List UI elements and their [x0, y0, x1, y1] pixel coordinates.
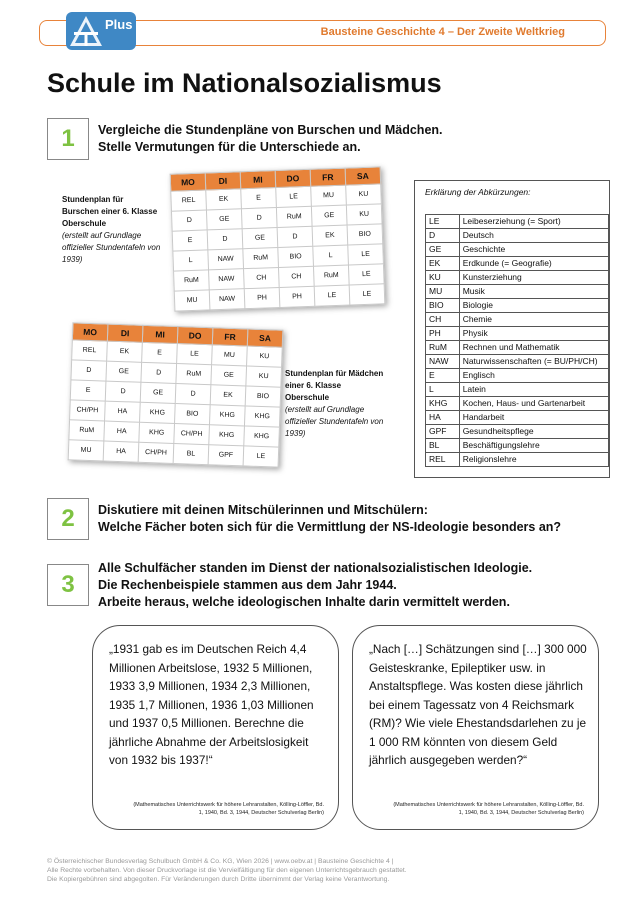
lesson-cell: E [241, 188, 277, 209]
lesson-cell: RuM [176, 364, 212, 385]
girls-label-title: Stundenplan für Mädchen einer 6. Klasse Oberschule [285, 369, 384, 402]
legend-abbr: CH [426, 313, 460, 327]
lesson-cell: CH [244, 267, 280, 288]
legend-row [426, 229, 609, 243]
lesson-cell: GE [211, 365, 247, 386]
lesson-cell: EK [206, 189, 242, 210]
legend-meaning: Geschichte [459, 243, 608, 257]
day-header: DI [107, 324, 143, 342]
problem-1-source-line-2: 1, 1940, Bd. 3, 1944, Deutscher Schulverlag Berlin) [198, 810, 324, 816]
lesson-cell: RuM [243, 247, 279, 268]
day-header: SA [345, 167, 381, 185]
girls-timetable-label [285, 368, 385, 440]
lesson-cell: RuM [69, 420, 105, 441]
lesson-cell: GPF [208, 445, 244, 466]
girls-label-note: (erstellt auf Grundlage offizieller Stundentafeln von 1939) [285, 405, 384, 438]
lesson-cell: NAW [208, 249, 244, 270]
lesson-cell: KU [246, 366, 282, 387]
lesson-cell: BL [173, 443, 209, 464]
legend-abbr: D [426, 229, 460, 243]
task-3-line-1: Alle Schulfächer standen im Dienst der nationalsozialistischen Ideologie. [98, 561, 533, 575]
legend-row [426, 271, 609, 285]
day-header: FR [212, 328, 248, 346]
legend-abbr: KU [426, 271, 460, 285]
legend-abbr: E [426, 369, 460, 383]
lesson-cell: KHG [209, 425, 245, 446]
lesson-cell: RuM [313, 265, 349, 286]
legend-row [426, 257, 609, 271]
lesson-cell: CH/PH [70, 400, 106, 421]
day-header: MO [72, 323, 108, 341]
legend-abbr: BL [426, 439, 460, 453]
day-header: MI [142, 325, 178, 343]
problem-box-2 [352, 625, 599, 830]
lesson-cell: GE [140, 382, 176, 403]
lesson-cell: HA [105, 401, 141, 422]
legend-row [426, 285, 609, 299]
lesson-cell: CH/PH [138, 442, 174, 463]
footer-copyright [47, 857, 407, 884]
lesson-cell: GE [242, 228, 278, 249]
day-header: SA [247, 329, 283, 347]
boys-label-note: (erstellt auf Grundlage offizieller Stundentafeln von 1939) [62, 231, 161, 264]
task-1-line-1: Vergleiche die Stundenpläne von Burschen und Mädchen. [98, 123, 443, 137]
lesson-cell: BIO [347, 224, 383, 245]
plus-logo [66, 12, 136, 50]
problem-1-source-line-1: (Mathematisches Unterrichtswerk für höhere Lehranstalten, Kölling-Löffler, Bd. [133, 802, 324, 808]
lesson-cell: GE [106, 361, 142, 382]
legend-abbr: RuM [426, 341, 460, 355]
legend-meaning: Kochen, Haus- und Gartenarbeit [459, 397, 608, 411]
legend-abbr: GPF [426, 425, 460, 439]
legend-meaning: Rechnen und Mathematik [459, 341, 608, 355]
legend-meaning: Latein [459, 383, 608, 397]
legend-abbr: GE [426, 243, 460, 257]
lesson-cell: KHG [244, 426, 280, 447]
legend-row [426, 341, 609, 355]
lesson-cell: REL [171, 190, 207, 211]
legend-row [426, 383, 609, 397]
lesson-cell: D [71, 360, 107, 381]
lesson-cell: D [175, 384, 211, 405]
lesson-cell: PH [244, 287, 280, 308]
lesson-cell: NAW [209, 269, 245, 290]
page-title: Schule im Nationalsozialismus [47, 68, 442, 98]
boys-label-title: Stundenplan für Burschen einer 6. Klasse Oberschule [62, 195, 158, 228]
legend-meaning: Musik [459, 285, 608, 299]
problem-1-text: „1931 gab es im Deutschen Reich 4,4 Millionen Arbeitslose, 1932 5 Millionen, 1933 3,9 Millionen, 1934 2,3 Millionen, 1935 1,7 Millionen, 1936 1,03 Millionen und 1937 0,5 Millionen. Berechne die jährliche Abnahme der Arbeitslosigkeit von 1932 bis 1937!“ [109, 642, 314, 767]
task-number-2: 2 [47, 498, 89, 540]
legend-abbr: LE [426, 215, 460, 229]
day-header: DI [205, 172, 241, 190]
legend-title: Erklärung der Abkürzungen: [425, 187, 531, 197]
problem-2-text: „Nach […] Schätzungen sind […] 300 000 Geisteskranke, Epileptiker usw. in Anstaltspflege. Was kosten diese jährlich bei einem Tagessatz von 4 Reichsmark (RM)? Wie viele Ehestandsdarlehen zu je 1 000 RM könnten von diesem Geld jährlich ausgegeben werden?“ [369, 642, 587, 767]
lesson-cell: D [277, 226, 313, 247]
legend-table [425, 214, 609, 467]
lesson-cell: D [241, 208, 277, 229]
lesson-cell: BIO [278, 246, 314, 267]
legend-row [426, 439, 609, 453]
lesson-cell: D [207, 229, 243, 250]
legend-meaning: Naturwissenschaften (= BU/PH/CH) [459, 355, 608, 369]
abbreviation-legend [414, 180, 610, 478]
legend-meaning: Chemie [459, 313, 608, 327]
legend-abbr: BIO [426, 299, 460, 313]
legend-abbr: PH [426, 327, 460, 341]
footer-line-1: © Österreichischer Bundesverlag Schulbuch GmbH & Co. KG, Wien 2026 | www.oebv.at | Bausteine Geschichte 4 | [47, 858, 394, 865]
lesson-cell: HA [104, 421, 140, 442]
legend-meaning: Gesundheitspflege [459, 425, 608, 439]
lesson-cell: EK [210, 385, 246, 406]
lesson-cell: EK [107, 341, 143, 362]
lesson-cell: L [173, 250, 209, 271]
problem-2-source-line-2: 1, 1940, Bd. 3, 1944, Deutscher Schulverlag Berlin) [458, 810, 584, 816]
lesson-cell: BIO [245, 386, 281, 407]
day-header: FR [310, 168, 346, 186]
legend-meaning: Beschäftigungslehre [459, 439, 608, 453]
triangle-logo-icon [68, 14, 104, 48]
legend-abbr: HA [426, 411, 460, 425]
lesson-cell: GE [311, 205, 347, 226]
task-2-line-2: Welche Fächer boten sich für die Vermittlung der NS-Ideologie besonders an? [98, 520, 562, 534]
day-header: MI [240, 171, 276, 189]
lesson-cell: KU [346, 204, 382, 225]
legend-row [426, 397, 609, 411]
task-1-text [98, 122, 443, 156]
lesson-cell: CH [278, 266, 314, 287]
problem-box-1 [92, 625, 339, 830]
legend-row [426, 243, 609, 257]
header-title: Bausteine Geschichte 4 – Der Zweite Weltkrieg [320, 26, 565, 38]
legend-meaning: Religionslehre [459, 453, 608, 467]
lesson-cell: REL [72, 340, 108, 361]
lesson-cell: GE [206, 209, 242, 230]
task-3-text [98, 560, 532, 611]
legend-abbr: REL [426, 453, 460, 467]
legend-meaning: Englisch [459, 369, 608, 383]
lesson-cell: CH/PH [174, 423, 210, 444]
legend-abbr: NAW [426, 355, 460, 369]
lesson-cell: PH [279, 286, 315, 307]
legend-row [426, 313, 609, 327]
lesson-cell: E [172, 230, 208, 251]
lesson-cell: KU [346, 184, 382, 205]
lesson-cell: LE [349, 284, 385, 305]
legend-row [426, 215, 609, 229]
footer-line-3: Die Kopiergebühren sind abgegolten. Für Veränderungen durch Dritte übernimmt der Verlag keine Verantwortung. [47, 876, 390, 883]
lesson-cell: KHG [244, 406, 280, 427]
girls-timetable [68, 322, 284, 467]
legend-meaning: Kunsterziehung [459, 271, 608, 285]
legend-row [426, 355, 609, 369]
legend-meaning: Erdkunde (= Geografie) [459, 257, 608, 271]
legend-abbr: L [426, 383, 460, 397]
day-header: DO [275, 169, 311, 187]
day-header: DO [177, 327, 213, 345]
task-2-line-1: Diskutiere mit deinen Mitschülerinnen und Mitschülern: [98, 503, 428, 517]
lesson-cell: LE [348, 264, 384, 285]
legend-row [426, 425, 609, 439]
boys-timetable [170, 166, 386, 311]
legend-row [426, 369, 609, 383]
lesson-cell: MU [311, 185, 347, 206]
lesson-cell: E [142, 342, 178, 363]
problem-2-source [354, 801, 584, 817]
lesson-cell: MU [212, 345, 248, 366]
legend-row [426, 327, 609, 341]
problem-2-source-line-1: (Mathematisches Unterrichtswerk für höhere Lehranstalten, Kölling-Löffler, Bd. [393, 802, 584, 808]
lesson-cell: RuM [276, 206, 312, 227]
legend-meaning: Leibeserziehung (= Sport) [459, 215, 608, 229]
lesson-cell: E [70, 380, 106, 401]
lesson-cell: LE [276, 186, 312, 207]
legend-meaning: Physik [459, 327, 608, 341]
lesson-cell: KHG [139, 422, 175, 443]
legend-row [426, 299, 609, 313]
lesson-cell: LE [177, 344, 213, 365]
task-number-1: 1 [47, 118, 89, 160]
task-3-line-3: Arbeite heraus, welche ideologischen Inhalte darin vermittelt werden. [98, 595, 510, 609]
boys-timetable-label [62, 194, 162, 266]
lesson-cell: MU [174, 290, 210, 311]
lesson-cell: KHG [209, 405, 245, 426]
lesson-cell: D [141, 362, 177, 383]
lesson-cell: HA [103, 441, 139, 462]
lesson-cell: KU [247, 346, 283, 367]
footer-line-2: Alle Rechte vorbehalten. Von dieser Druckvorlage ist die Vervielfältigung für den eigenen Unterrichtsgebrauch gestattet. [47, 867, 407, 874]
legend-abbr: MU [426, 285, 460, 299]
legend-row [426, 411, 609, 425]
lesson-cell: LE [348, 244, 384, 265]
lesson-cell: L [313, 245, 349, 266]
lesson-cell: RuM [174, 270, 210, 291]
logo-text: Plus [105, 17, 133, 32]
lesson-cell: KHG [140, 402, 176, 423]
day-header: MO [170, 173, 206, 191]
legend-row [426, 453, 609, 467]
legend-meaning: Deutsch [459, 229, 608, 243]
lesson-cell: LE [243, 446, 279, 467]
legend-meaning: Handarbeit [459, 411, 608, 425]
legend-abbr: EK [426, 257, 460, 271]
problem-1-source [94, 801, 324, 817]
lesson-cell: D [105, 381, 141, 402]
lesson-cell: LE [314, 285, 350, 306]
task-number-3: 3 [47, 564, 89, 606]
lesson-cell: BIO [175, 403, 211, 424]
legend-abbr: KHG [426, 397, 460, 411]
lesson-cell: D [171, 210, 207, 231]
task-1-line-2: Stelle Vermutungen für die Unterschiede an. [98, 140, 361, 154]
lesson-cell: EK [312, 225, 348, 246]
task-2-text [98, 502, 561, 536]
lesson-cell: MU [68, 440, 104, 461]
legend-meaning: Biologie [459, 299, 608, 313]
lesson-cell: NAW [209, 289, 245, 310]
task-3-line-2: Die Rechenbeispiele stammen aus dem Jahr 1944. [98, 578, 397, 592]
